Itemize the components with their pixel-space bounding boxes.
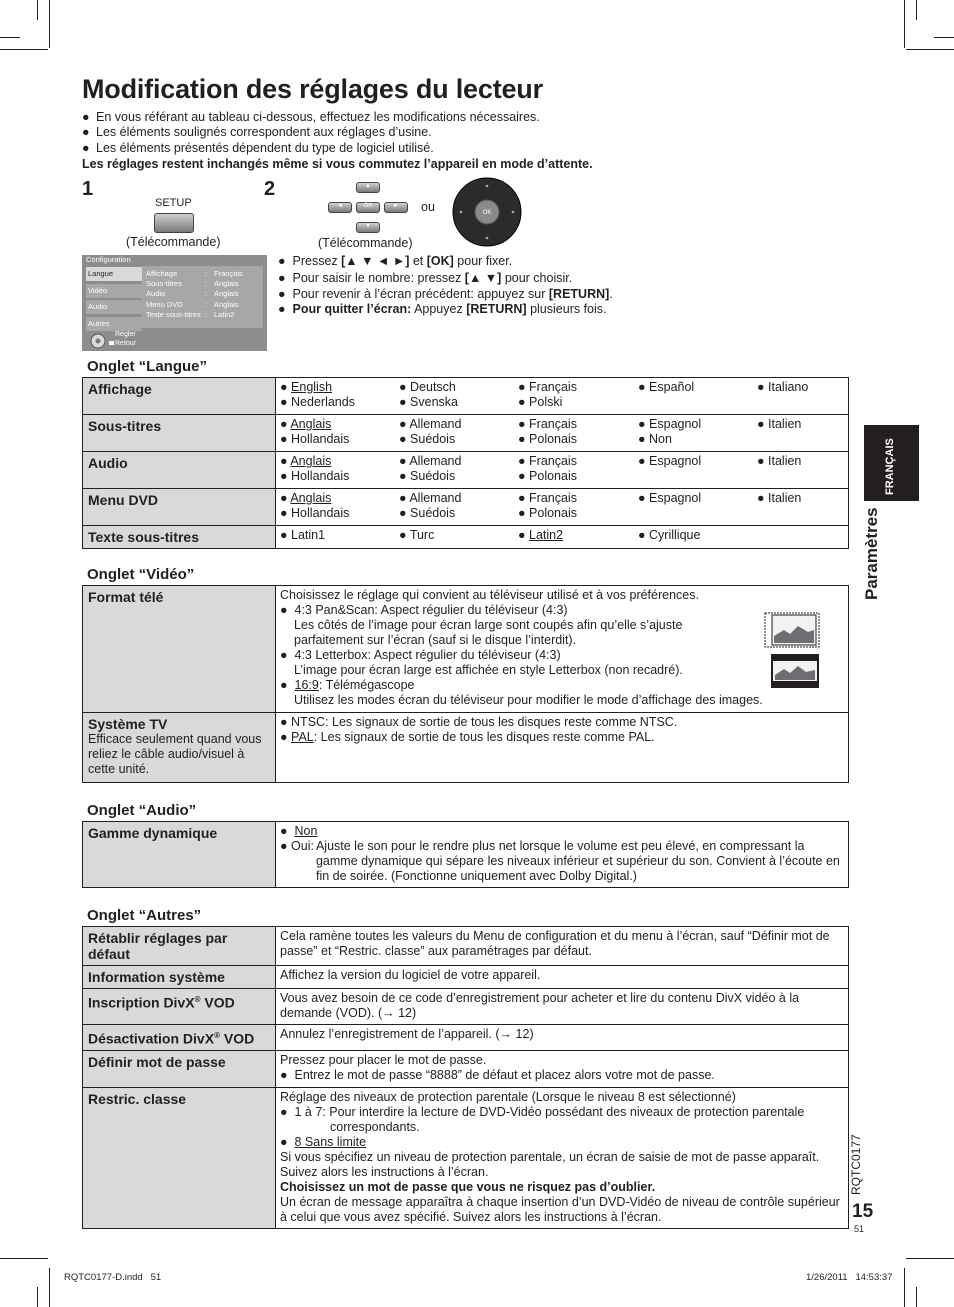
left-arrow-icon: ◄ xyxy=(328,202,352,213)
ok-button-icon: OK xyxy=(356,202,380,213)
remote-caption-1: (Télécommande) xyxy=(126,235,221,249)
footer-date: 1/26/2011 14:53:37 xyxy=(806,1272,893,1283)
table-row: Inscription DivX® VOD Vous avez besoin de ce code d’enregistrement pour acheter et lire du contenu DivX vidéo à la demande (VOD). (→ 12) xyxy=(83,989,849,1025)
row-label: Format télé xyxy=(83,586,276,713)
section-side-label: Paramètres xyxy=(862,507,881,600)
language-tab-label: FRANÇAIS xyxy=(884,438,896,495)
setup-menu-screen xyxy=(82,255,267,351)
autres-table xyxy=(82,926,849,1229)
menu-values: Français Anglais Anglais Anglais Latin2 xyxy=(214,269,243,319)
video-table xyxy=(82,585,849,783)
audio-heading: Onglet “Audio” xyxy=(87,802,197,819)
row-label: Rétablir réglages par défaut xyxy=(83,927,276,966)
table-row: Menu DVD ● Anglais ● Allemand ● Français ● Espagnol ● Italien ● Hollandais ● Suédois ● Polonais xyxy=(83,489,849,526)
table-row: Sous-titres ● Anglais ● Allemand ● Français ● Espagnol ● Italien ● Hollandais ● Suédois ● Polonais ● Non xyxy=(83,415,849,452)
model-number: RQTC0177 xyxy=(849,1134,863,1195)
table-row: Rétablir réglages par défaut Cela ramène toutes les valeurs du Menu de configuration et du menu à l’écran, sauf “Définir mot de passe” et “Restric. classe” aux paramétrages par défaut. xyxy=(83,927,849,966)
row-label: Restric. classe xyxy=(83,1087,276,1228)
language-side-tab xyxy=(864,425,919,501)
up-arrow-icon: ▲ xyxy=(356,182,380,193)
instruction-line: ● Pour quitter l’écran: Appuyez [RETURN] plusieurs fois. xyxy=(278,302,607,316)
menu-footer-regler: Régler xyxy=(115,331,136,338)
intro-bullet: ● Les éléments soulignés correspondent aux réglages d’usine. xyxy=(82,125,432,139)
menu-colons: : : : : : xyxy=(205,269,208,319)
row-label: Menu DVD xyxy=(83,489,276,526)
instruction-line: ● Pour saisir le nombre: pressez [▲ ▼] pour choisir. xyxy=(278,271,573,285)
menu-tab-audio: Audio xyxy=(86,300,142,314)
page-number: 15 xyxy=(852,1201,874,1222)
table-row: Restric. classe Réglage des niveaux de protection parentale (Lorsque le niveau 8 est sélectionné) ● 1 à 7: Pour interdire la lecture de DVD-Vidéo possédant des niveaux de protection parentale correspondants. ● 8 Sans limite Si vous spécifiez un niveau de protection parentale, un écran de saisie de mot de passe apparaît. Suivez alors les instructions à l’écran. Choisissez un mot de passe que vous ne risquez pas d’oublier. Un écran de message apparaîtra à chaque insertion d’un DVD-Vidéo de niveau de contrôle supérieur à celui que vous avez spécifié. Suivez alors les instructions à l’écran. xyxy=(83,1087,849,1228)
menu-footer-retour: Retour xyxy=(115,340,137,347)
langue-heading: Onglet “Langue” xyxy=(87,358,207,375)
table-row: Système TV Efficace seulement quand vous reliez le câble audio/visuel à cette unité. ● NTSC: Les signaux de sortie de tous les disques reste comme NTSC. ● PAL: Les signaux de sortie de tous les disques reste comme PAL. xyxy=(83,713,849,783)
remote-caption-2: (Télécommande) xyxy=(318,236,413,250)
row-label: Sous-titres xyxy=(83,415,276,452)
menu-tab-video: Vidéo xyxy=(86,284,142,298)
video-heading: Onglet “Vidéo” xyxy=(87,566,195,583)
row-label: Définir mot de passe xyxy=(83,1050,276,1087)
table-row: Texte sous-titres ● Latin1 ● Turc ● Latin2 ● Cyrillique xyxy=(83,526,849,549)
row-label: Affichage xyxy=(83,378,276,415)
menu-title: Configuration xyxy=(86,255,131,264)
row-label: Gamme dynamique xyxy=(83,822,276,888)
menu-items: Affichage Sous-titres Audio Menu DVD Texte sous-titres xyxy=(146,269,201,319)
step-2-number: 2 xyxy=(264,178,276,200)
autres-heading: Onglet “Autres” xyxy=(87,907,202,924)
return-icon xyxy=(109,341,114,345)
page-title: Modification des réglages du lecteur xyxy=(82,74,543,104)
row-label: Système TV Efficace seulement quand vous reliez le câble audio/visuel à cette unité. xyxy=(83,713,276,783)
menu-tab-autres: Autres xyxy=(86,317,142,331)
row-label: Texte sous-titres xyxy=(83,526,276,549)
table-row: Désactivation DivX® VOD Annulez l’enregistrement de l’appareil. (→ 12) xyxy=(83,1025,849,1051)
footer-file: RQTC0177-D.indd 51 xyxy=(64,1272,162,1283)
table-row: Définir mot de passe Pressez pour placer le mot de passe. ● Entrez le mot de passe “8888” de défaut et placez alors votre mot de passe. xyxy=(83,1050,849,1087)
pan-scan-tv-icon xyxy=(764,612,820,648)
table-row: Gamme dynamique ● Non ● Oui: Ajuste le son pour le rendre plus net lorsque le volume est peu élevé, en compressant la gamme dynamique qui sépare les niveaux inférieur et supérieur du son. Convient à l’écoute en fin de soirée. (Fonctionne uniquement avec Dolby Digital.) xyxy=(83,822,849,888)
row-label: Audio xyxy=(83,452,276,489)
letterbox-tv-icon xyxy=(770,653,820,689)
setup-button-illustration xyxy=(154,213,194,233)
instruction-line: ● Pour revenir à l’écran précédent: appuyez sur [RETURN]. xyxy=(278,287,613,301)
instruction-line: ● Pressez [▲ ▼ ◄ ►] et [OK] pour fixer. xyxy=(278,254,513,268)
menu-tab-langue: Langue xyxy=(86,267,142,281)
intro-bullet: ● Les éléments présentés dépendent du type de logiciel utilisé. xyxy=(82,141,434,155)
intro-bold-note: Les réglages restent inchangés même si vous commutez l’appareil en mode d’attente. xyxy=(82,157,593,171)
intro-bullet: ● En vous référant au tableau ci-dessous, effectuez les modifications nécessaires. xyxy=(82,110,540,124)
row-label: Désactivation DivX® VOD xyxy=(83,1025,276,1051)
audio-table xyxy=(82,821,849,888)
small-page-number: 51 xyxy=(854,1224,865,1234)
table-row: Format télé Choisissez le réglage qui convient au téléviseur utilisé et à vos préférences. ● 4:3 Pan&Scan: Aspect régulier du téléviseur (4:3) Les côtés de l’image pour écran large sont coupés afin qu’elle s’ajuste parfaitement sur l’écran (sauf si le disque l’interdit). ● 4:3 Letterbox: Aspect régulier du téléviseur (4:3) L’image pour écran large est affichée en style Letterbox (non recadré). ● 16:9: Télémégascope Utilisez les modes écran du téléviseur pour modifier le mode d’affichage des images. xyxy=(83,586,849,713)
svg-text:OK: OK xyxy=(482,210,492,216)
setup-label: SETUP xyxy=(155,197,192,209)
table-row: Affichage ● English ● Deutsch ● Français ● Español ● Italiano ● Nederlands ● Svenska ● Polski xyxy=(83,378,849,415)
dpad-icon xyxy=(90,333,106,349)
jog-dial-icon xyxy=(450,177,524,247)
row-label: Inscription DivX® VOD xyxy=(83,989,276,1025)
ou-label: ou xyxy=(421,200,435,214)
right-arrow-icon: ► xyxy=(384,202,408,213)
table-row: Information système Affichez la version du logiciel de votre appareil. xyxy=(83,966,849,989)
step-1-number: 1 xyxy=(82,178,94,200)
table-row: Audio ● Anglais ● Allemand ● Français ● Espagnol ● Italien ● Hollandais ● Suédois ● Polonais xyxy=(83,452,849,489)
row-label: Information système xyxy=(83,966,276,989)
langue-table xyxy=(82,377,849,549)
down-arrow-icon: ▼ xyxy=(356,222,380,233)
